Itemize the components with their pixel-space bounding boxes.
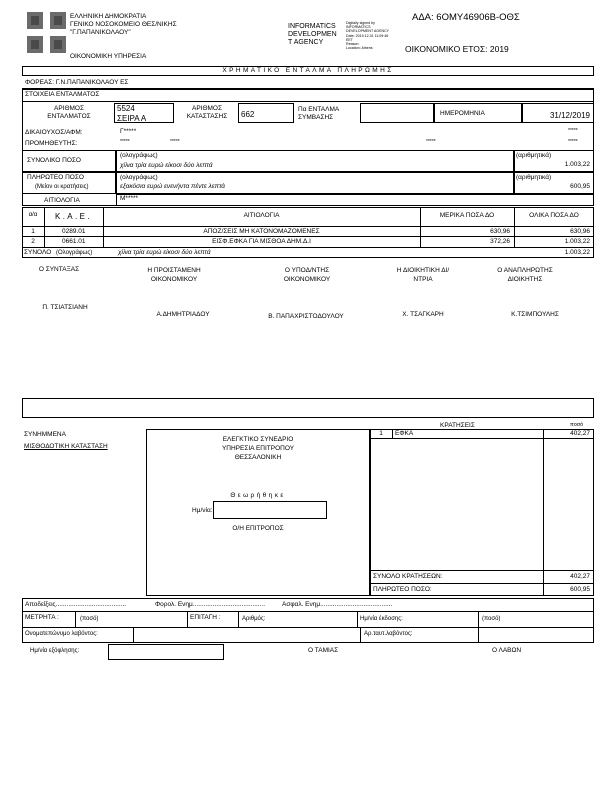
- date-label: ΗΜΕΡΟΜΗΝΙΑ: [440, 110, 485, 117]
- row-kae: 0661.01: [62, 238, 86, 245]
- payable-num: 600,95: [570, 183, 590, 190]
- audit-line-3: ΘΕΣΣΑΛΟΝΙΚΗ: [234, 454, 282, 461]
- sig-role-3: Ο ΥΠΟΔ/ΝΤΗΣ ΟΙΚΟΝΟΜΙΚΟΥ: [283, 267, 331, 283]
- supplier-mask-1: *****: [120, 139, 130, 145]
- attachment-item: ΜΙΣΘΟΔΟΤΙΚΗ ΚΑΤΑΣΤΑΣΗ: [24, 443, 108, 450]
- cash-amount[interactable]: (ποσό): [80, 616, 99, 622]
- katastasi-value: 662: [241, 110, 255, 119]
- payable-sub-label: (Μείον οι κρατήσεις): [35, 184, 89, 190]
- col-aa: α/α: [28, 212, 38, 218]
- agency-line-3: T AGENCY: [288, 39, 324, 46]
- payable-label: ΠΛΗΡΩΤΕΟ ΠΟΣΟ: [27, 174, 84, 181]
- row-total: 630,96: [570, 228, 590, 235]
- sig-role-5: Ο ΑΝΑΠΛΗΡΩΤΗΣ ΔΙΟΙΚΗΤΗΣ: [497, 267, 553, 283]
- settlement-date-field[interactable]: [108, 644, 224, 660]
- row-partial: 372,26: [490, 238, 510, 245]
- deductions-total: 402,27: [570, 573, 590, 580]
- sum-label: ΣΥΝΟΛΟ: [24, 249, 52, 256]
- payable-words-label: (ολογράφως): [120, 174, 158, 181]
- receiver-label: Ο ΛΑΒΩΝ: [492, 647, 522, 654]
- entalma-series: ΣΕΙΡΑ Α: [117, 114, 147, 123]
- cheque-amount[interactable]: (ποσό): [482, 616, 501, 622]
- row-aitiologia: ΑΠΟΖ/ΣΕΙΣ ΜΗ ΚΑΤΟΝΟΜΑΖΟΜΕΝΕΣ: [203, 228, 320, 235]
- aitiologia-label: ΑΙΤΙΟΛΟΓΙΑ: [44, 197, 80, 204]
- sum-words-label: (Ολογράφως): [56, 250, 93, 256]
- issue-date[interactable]: Ημ/νία έκδοσης:: [360, 616, 403, 622]
- agency-line-1: INFORMATICS: [288, 23, 336, 30]
- recipient-label: Ονοματεπώνυμο λαβόντος:: [25, 631, 98, 637]
- beneficiary-afm: *****: [568, 128, 578, 134]
- payable-words: εξακόσια ευρώ ενενήντα πέντε λεπτά: [120, 183, 225, 190]
- cross-emblem-icon: [27, 12, 66, 53]
- audit-date-label: Ημ/νία:: [192, 507, 213, 514]
- date-value: 31/12/2019: [549, 111, 590, 120]
- agency-line-2: DEVELOPMEN: [288, 31, 337, 38]
- row-aitiologia: ΕΙΣΦ.ΕΦΚΑ ΓΙΑ ΜΙΣΘΟΑ ΔΗΜ.Δ.Ι: [212, 238, 311, 245]
- deduction-aa: 1: [379, 430, 383, 437]
- total-words-label: (ολογράφως): [120, 152, 158, 159]
- deduction-amount: 402,27: [570, 430, 590, 437]
- attachments-label: ΣΥΝΗΜΜΕΝΑ: [24, 431, 66, 438]
- row-total: 1.003,22: [564, 238, 590, 245]
- audit-line-1: ΕΛΕΓΚΤΙΚΟ ΣΥΝΕΔΡΙΟ: [222, 436, 294, 443]
- document-title: ΧΡΗΜΑΤΙΚΟ ΕΝΤΑΛΜΑ ΠΛΗΡΩΜΗΣ: [222, 67, 394, 74]
- sig-role-2: Η ΠΡΟΙΣΤΑΜΕΝΗ ΟΙΚΟΝΟΜΙΚΟΥ: [147, 267, 201, 283]
- audit-line-2: ΥΠΗΡΕΣΙΑ ΕΠΙΤΡΟΠΟΥ: [221, 445, 295, 452]
- insurance-line: Ασφαλ. Ενημ........................................: [282, 601, 393, 608]
- sig-name-2: Α.ΔΗΜΗΤΡΙΑΔΟΥ: [156, 311, 210, 318]
- sig-name-3: Β. ΠΑΠΑΧΡΙΣΤΟΔΟΥΛΟΥ: [268, 313, 344, 320]
- row-aa: 1: [31, 228, 35, 235]
- service-name: ΟΙΚΟΝΟΜΙΚΗ ΥΠΗΡΕΣΙΑ: [70, 53, 147, 60]
- foreas: ΦΟΡΕΑΣ: Γ.Ν.ΠΑΠΑΝΙΚΟΛΑΟΥ ΕΣ: [25, 79, 129, 86]
- total-words: χίλια τρία ευρώ είκοσι δύο λεπτά: [120, 162, 213, 169]
- col-kae: Κ.Α.Ε.: [54, 212, 93, 221]
- total-num-label: (αριθμητικά): [516, 152, 552, 159]
- fiscal-year: ΟΙΚΟΝΟΜΙΚΟ ΕΤΟΣ: 2019: [405, 44, 509, 54]
- deduction-name: ΕΦΚΑ: [395, 430, 414, 437]
- row-partial: 630,96: [490, 228, 510, 235]
- supplier-label: ΠΡΟΜΗΘΕΥΤΗΣ:: [25, 140, 78, 147]
- deductions-header: ΚΡΑΤΗΣΕΙΣ: [440, 422, 475, 429]
- sig-name-1: Π. ΤΣΙΑΤΣΙΑΝΗ: [42, 304, 88, 311]
- total-label: ΣΥΝΟΛΙΚΟ ΠΟΣΟ: [27, 157, 81, 164]
- sig-name-5: Κ.ΤΣΙΜΠΟΥΛΗΣ: [511, 311, 559, 318]
- audit-commissioner: Ο/Η ΕΠΙΤΡΟΠΟΣ: [232, 525, 284, 532]
- cashier-label: Ο ΤΑΜΙΑΣ: [308, 647, 339, 654]
- receipts-line: Αποδείξεις.......................................: [25, 601, 127, 608]
- section-title: ΣΤΟΙΧΕΙΑ ΕΝΤΑΛΜΑΤΟΣ: [25, 91, 100, 98]
- audit-date-field[interactable]: [213, 501, 327, 519]
- beneficiary-value: Γ*****: [120, 128, 137, 135]
- sig-name-4: Χ. ΤΣΑΓΚΑΡΗ: [402, 311, 444, 318]
- col-aitiologia: ΑΙΤΙΟΛΟΓΙΑ: [243, 212, 280, 219]
- blank-box: [22, 398, 594, 418]
- cheque-label: ΕΠΙΤΑΓΗ :: [190, 614, 221, 621]
- audit-stamp: Θεωρήθηκε: [230, 492, 286, 499]
- sum-value: 1.003,22: [564, 249, 590, 256]
- recipient-id[interactable]: Αρ.ταυτ.λαβόντος:: [364, 631, 413, 637]
- deductions-total-label: ΣΥΝΟΛΟ ΚΡΑΤΗΣΕΩΝ:: [373, 573, 443, 580]
- total-num: 1.003,22: [564, 161, 590, 168]
- final-payable: 600,95: [570, 586, 590, 593]
- cheque-number[interactable]: Αριθμός:: [242, 616, 266, 622]
- row-aa: 2: [31, 238, 35, 245]
- org-line-1: ΕΛΛΗΝΙΚΗ ΔΗΜΟΚΡΑΤΙΑ: [70, 13, 147, 20]
- payable-num-label: (αριθμητικά): [516, 174, 552, 181]
- deductions-amount-label: ποσό: [570, 422, 584, 428]
- col-total: ΟΛΙΚΑ ΠΟΣΑ ΔΟ: [529, 212, 579, 219]
- org-line-2: ΓΕΝΙΚΟ ΝΟΣΟΚΟΜΕΙΟ ΘΕΣ/ΝΙΚΗΣ: [70, 21, 177, 28]
- supplier-mask-3: *****: [426, 139, 436, 145]
- katastasi-label: ΑΡΙΘΜΟΣ ΚΑΤΑΣΤΑΣΗΣ: [186, 105, 228, 120]
- ada-code: ΑΔΑ: 6ΟΜΥ46906Β-ΟΘΣ: [412, 12, 520, 23]
- final-payable-label: ΠΛΗΡΩΤΕΟ ΠΟΣΟ:: [373, 586, 432, 593]
- supplier-mask-4: *****: [568, 139, 578, 145]
- beneficiary-label: ΔΙΚΑΙΟΥΧΟΣ/ΑΦΜ:: [25, 129, 83, 136]
- hospital-logo: [27, 12, 66, 53]
- entalma-num: 5524: [117, 104, 135, 113]
- digital-signature: Digitally signed by INFORMATICS DEVELOPMENT AGENCY Date: 2019.12.31 11:09:46 EET Reason: Location: Athens: [346, 21, 390, 51]
- symvasi-label: Πα ΕΝΤΑΛΜΑ ΣΥΜΒΑΣΗΣ: [298, 106, 339, 121]
- tax-line: Φορολ. Ενημ........................................: [155, 601, 266, 608]
- aitiologia-value: Μ*****: [120, 195, 139, 202]
- cash-label: ΜΕΤΡΗΤΑ :: [25, 614, 59, 621]
- org-line-3: "Γ.ΠΑΠΑΝΙΚΟΛΑΟΥ": [70, 29, 131, 36]
- sig-role-1: Ο ΣΥΝΤΑΞΑΣ: [38, 266, 80, 273]
- sum-words: χίλια τρία ευρώ είκοσι δύο λεπτά: [118, 249, 211, 256]
- settlement-date-label: Ημ/νία εξόφλησης:: [30, 648, 80, 654]
- supplier-mask-2: *****: [170, 139, 180, 145]
- col-partial: ΜΕΡΙΚΑ ΠΟΣΑ ΔΟ: [439, 212, 495, 219]
- sig-role-4: Η ΔΙΟΙΚΗΤΙΚΗ ΔΙ/ΝΤΡΙΑ: [396, 267, 450, 283]
- entalma-num-label: ΑΡΙΘΜΟΣ ΕΝΤΑΛΜΑΤΟΣ: [47, 105, 91, 120]
- row-kae: 0289.01: [62, 228, 86, 235]
